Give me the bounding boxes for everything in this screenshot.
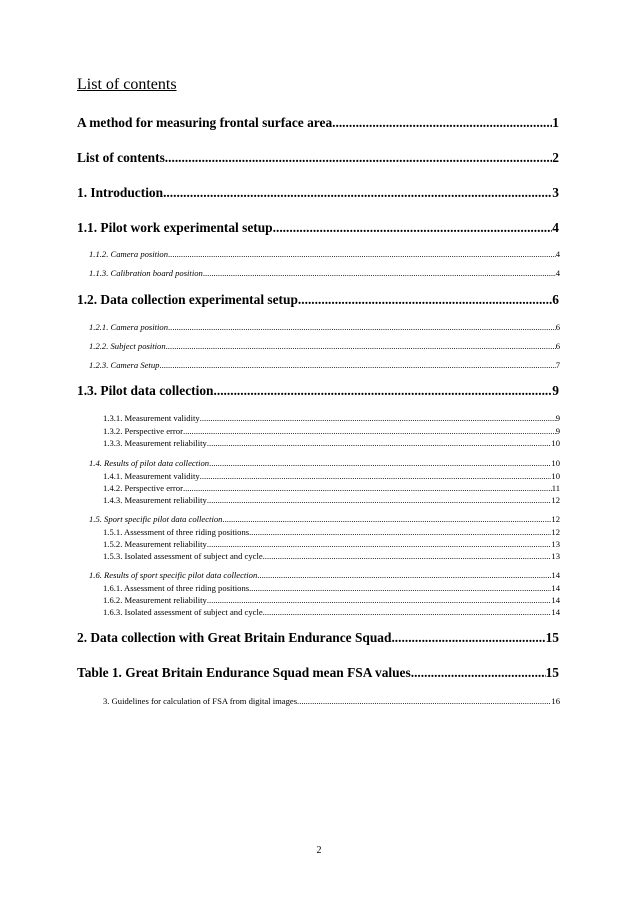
dot-leader: [168, 322, 556, 333]
toc-entry-text: 1.5. Sport specific pilot data collection: [89, 514, 223, 524]
dot-leader: [200, 413, 556, 424]
toc-page-number: 16: [551, 696, 560, 706]
toc-page-number: 4: [552, 220, 559, 235]
toc-entry-text: 1.2.2. Subject position: [89, 341, 166, 351]
toc-page-number: 6: [555, 322, 560, 332]
page-number: 2: [316, 845, 322, 856]
toc-entry-text: List of contents: [77, 150, 165, 165]
toc-entry-text: 1.4.3. Measurement reliability: [103, 495, 207, 505]
toc-entry[interactable]: [77, 665, 559, 681]
dot-leader: [222, 514, 551, 525]
toc-entry-text: 1.2.1. Camera position: [89, 322, 169, 332]
toc-page-number: 14: [551, 583, 560, 593]
dot-leader: [214, 383, 553, 399]
toc-page-number: 13: [551, 551, 560, 561]
dot-leader: [249, 527, 551, 538]
toc-entry[interactable]: [89, 458, 560, 469]
dot-leader: [207, 438, 552, 449]
toc-entry-text: 1.3.1. Measurement validity: [103, 413, 200, 423]
toc-page-number: 7: [555, 360, 560, 370]
dot-leader: [165, 150, 553, 166]
toc-entry-text: 1.5.1. Assessment of three riding positions: [103, 527, 250, 537]
dot-leader: [183, 483, 552, 494]
dot-leader: [207, 539, 552, 550]
toc-entry[interactable]: [103, 595, 560, 606]
toc-entry-text: 1.3. Pilot data collection: [77, 383, 214, 398]
toc-page-number: 15: [545, 630, 559, 645]
dot-leader: [298, 292, 552, 308]
toc-entry-text: 1.6.1. Assessment of three riding positions: [103, 583, 250, 593]
page-title: List of contents: [77, 76, 177, 93]
toc-entry-text: 2. Data collection with Great Britain Endurance Squad: [77, 630, 392, 645]
toc-page-number: 13: [551, 539, 560, 549]
toc-entry[interactable]: [103, 413, 560, 424]
dot-leader: [200, 471, 552, 482]
toc-entry[interactable]: [89, 514, 560, 525]
toc-entry[interactable]: [77, 292, 559, 308]
toc-entry-text: 3. Guidelines for calculation of FSA from digital images: [103, 696, 298, 706]
toc-entry-text: 1.4. Results of pilot data collection: [89, 458, 210, 468]
toc-entry-text: 1.4.2. Perspective error: [103, 483, 183, 493]
dot-leader: [159, 360, 555, 371]
toc-entry-text: 1.6. Results of sport specific pilot data collection: [89, 570, 258, 580]
dot-leader: [207, 495, 552, 506]
toc-entry[interactable]: [103, 583, 560, 594]
toc-entry-text: A method for measuring frontal surface area: [77, 115, 333, 130]
toc-page-number: 15: [545, 665, 559, 680]
toc-entry[interactable]: [77, 185, 559, 201]
dot-leader: [273, 220, 553, 236]
toc-page-number: 10: [551, 471, 560, 481]
toc-entry[interactable]: [103, 551, 560, 562]
toc-page-number: 4: [555, 249, 560, 259]
toc-entry[interactable]: [77, 115, 559, 131]
toc-page-number: 9: [555, 426, 560, 436]
toc-page-number: 14: [551, 570, 560, 580]
toc-entry[interactable]: [77, 150, 559, 166]
toc-page-number: 12: [551, 527, 560, 537]
toc-entry-text: 1.5.3. Isolated assessment of subject and cycle: [103, 551, 263, 561]
dot-leader: [163, 185, 552, 201]
toc-entry[interactable]: [89, 360, 560, 371]
toc-page-number: 9: [555, 413, 560, 423]
dot-leader: [297, 696, 551, 707]
toc-entry-text: 1.1. Pilot work experimental setup: [77, 220, 273, 235]
toc-entry[interactable]: [103, 527, 560, 538]
toc-page-number: 10: [551, 438, 560, 448]
toc-page-number: 3: [552, 185, 559, 200]
dot-leader: [263, 607, 552, 618]
toc-entry[interactable]: [89, 570, 560, 581]
toc-entry-text: 1.4.1. Measurement validity: [103, 471, 200, 481]
dot-leader: [207, 595, 552, 606]
toc-page-number: 11: [551, 483, 560, 493]
toc-entry-text: 1.1.2. Camera position: [89, 249, 169, 259]
dot-leader: [249, 583, 551, 594]
toc-entry[interactable]: [89, 268, 560, 279]
toc-page-number: 4: [555, 268, 560, 278]
toc-page-number: 2: [552, 150, 559, 165]
toc-entry[interactable]: [103, 426, 560, 437]
toc-entry[interactable]: [103, 483, 560, 494]
toc-entry[interactable]: [89, 249, 560, 260]
toc-entry-text: 1.2. Data collection experimental setup: [77, 292, 298, 307]
toc-page-number: 6: [552, 292, 559, 307]
dot-leader: [183, 426, 556, 437]
toc-entry[interactable]: [103, 495, 560, 506]
toc-entry[interactable]: [77, 383, 559, 399]
toc-entry-text: 1.5.2. Measurement reliability: [103, 539, 207, 549]
dot-leader: [391, 630, 545, 646]
toc-page-number: 9: [552, 383, 559, 398]
toc-entry-text: 1.2.3. Camera Setup: [89, 360, 160, 370]
toc-entry[interactable]: [77, 220, 559, 236]
toc-page-number: 10: [551, 458, 560, 468]
toc-entry[interactable]: [103, 471, 560, 482]
toc-page-number: 14: [551, 607, 560, 617]
toc-entry[interactable]: [103, 696, 560, 707]
toc-entry[interactable]: [77, 630, 559, 646]
toc-page-number: 6: [555, 341, 560, 351]
dot-leader: [166, 341, 556, 352]
toc-entry[interactable]: [103, 539, 560, 550]
dot-leader: [263, 551, 552, 562]
toc-entry-text: 1. Introduction: [77, 185, 164, 200]
toc-entry-text: 1.6.2. Measurement reliability: [103, 595, 207, 605]
toc-entry-text: 1.6.3. Isolated assessment of subject and cycle: [103, 607, 263, 617]
dot-leader: [332, 115, 552, 131]
toc-entry[interactable]: [103, 607, 560, 618]
dot-leader: [203, 268, 556, 279]
toc-page-number: 12: [551, 514, 560, 524]
toc-entry[interactable]: [103, 438, 560, 449]
toc-entry-text: 1.3.3. Measurement reliability: [103, 438, 207, 448]
dot-leader: [209, 458, 551, 469]
dot-leader: [257, 570, 551, 581]
toc-page-number: 12: [551, 495, 560, 505]
toc-entry-text: Table 1. Great Britain Endurance Squad mean FSA values: [77, 665, 411, 680]
toc-entry[interactable]: [89, 322, 560, 333]
dot-leader: [168, 249, 556, 260]
toc-entry-text: 1.1.3. Calibration board position: [89, 268, 203, 278]
dot-leader: [411, 665, 546, 681]
toc-entry[interactable]: [89, 341, 560, 352]
toc-page-number: 14: [551, 595, 560, 605]
toc-page-number: 1: [552, 115, 559, 130]
toc-entry-text: 1.3.2. Perspective error: [103, 426, 183, 436]
